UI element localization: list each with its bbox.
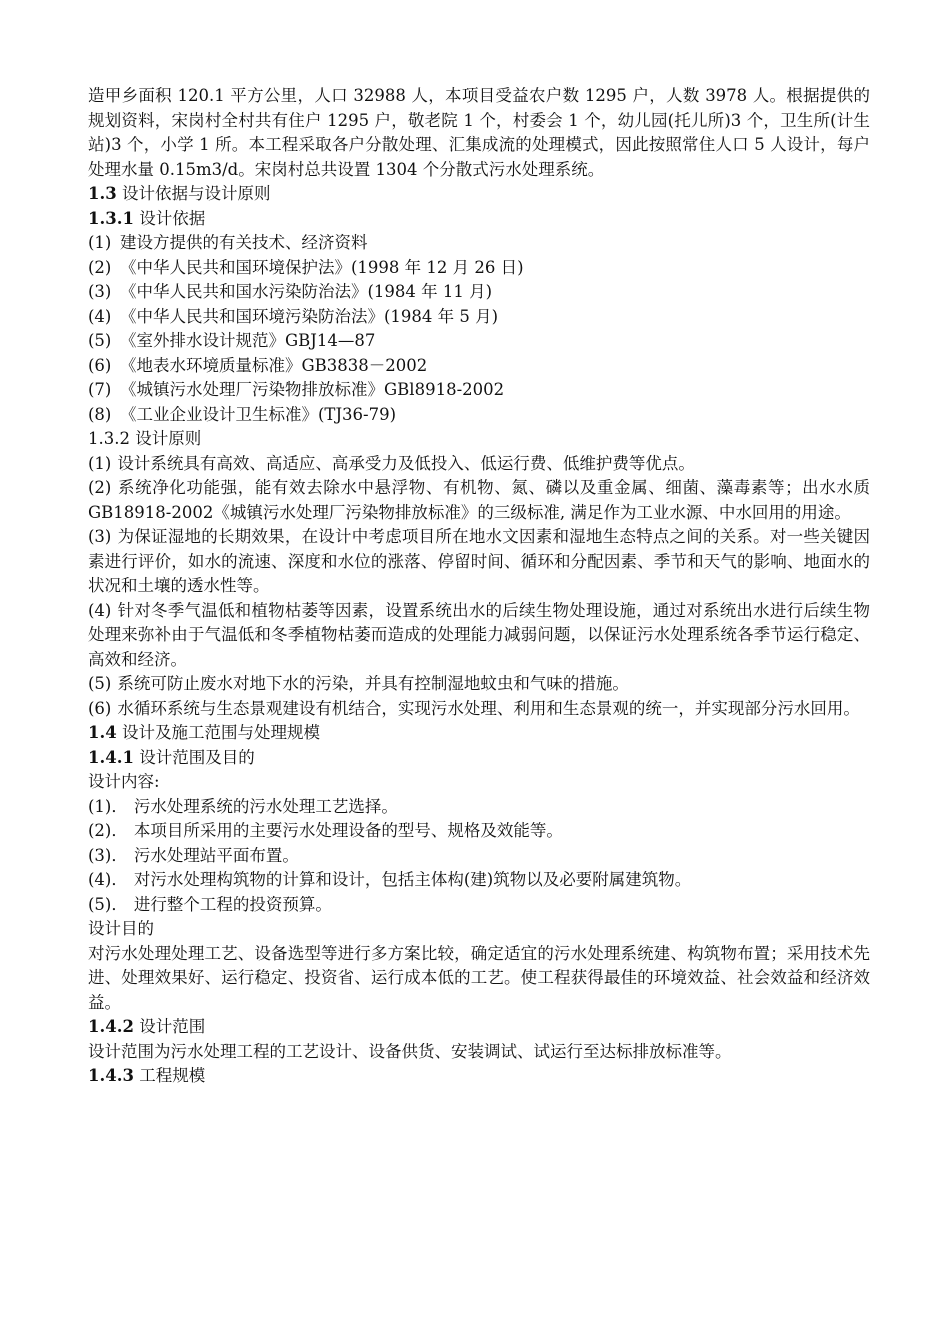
heading-number: 1.3 bbox=[88, 184, 117, 203]
item-text: 《中华人民共和国水污染防治法》(1984 年 11 月) bbox=[120, 282, 493, 301]
item-number: (1) bbox=[88, 233, 112, 252]
heading-title: 设计范围 bbox=[139, 1017, 206, 1036]
design-purpose-label: 设计目的 bbox=[88, 919, 154, 938]
item-text: 对污水处理构筑物的计算和设计，包括主体构(建)筑物以及必要附属建筑物。 bbox=[133, 870, 692, 889]
item-number: (5) bbox=[88, 331, 112, 350]
principle-item-4 bbox=[88, 599, 870, 673]
item-text: 《室外排水设计规范》GBJ14—87 bbox=[120, 331, 376, 350]
item-number: (2)． bbox=[88, 821, 128, 840]
item-text: 水循环系统与生态景观建设有机结合，实现污水处理、利用和生态景观的统一，并实现部分污水回用。 bbox=[117, 698, 860, 718]
basis-item-7 bbox=[88, 378, 870, 403]
principle-item-1 bbox=[88, 452, 870, 477]
basis-item-6 bbox=[88, 354, 870, 379]
principle-item-6 bbox=[88, 697, 870, 722]
heading-title: 设计及施工范围与处理规模 bbox=[121, 723, 320, 742]
item-number: (3)． bbox=[88, 845, 128, 865]
basis-item-1 bbox=[88, 231, 870, 256]
item-text: 进行整个工程的投资预算。 bbox=[133, 894, 332, 914]
heading-1-4-2 bbox=[88, 1015, 870, 1040]
item-text: 设计系统具有高效、高适应、高承受力及低投入、低运行费、低维护费等优点。 bbox=[117, 453, 695, 473]
content-item-4 bbox=[88, 868, 870, 893]
item-text: 本项目所采用的主要污水处理设备的型号、规格及效能等。 bbox=[133, 821, 563, 840]
heading-1-3-1 bbox=[88, 207, 870, 232]
item-text: 建设方提供的有关技术、经济资料 bbox=[120, 233, 368, 252]
heading-number: 1.4.1 bbox=[88, 747, 134, 767]
item-text: 《中华人民共和国环境保护法》(1998 年 12 月 26 日) bbox=[120, 257, 524, 277]
item-text: 为保证湿地的长期效果，在设计中考虑项目所在地水文因素和湿地生态特点之间的关系。对一些关键因素进行评价，如水的流速、深度和水位的涨落、停留时间、循环和分配因素、季节和天气的影响、地面水的状况和土壤的透水性等。 bbox=[88, 527, 870, 595]
item-text: 《城镇污水处理厂污染物排放标准》GBl8918-2002 bbox=[120, 380, 505, 399]
heading-title: 工程规模 bbox=[139, 1066, 206, 1085]
heading-title: 设计范围及目的 bbox=[139, 747, 255, 767]
content-item-5 bbox=[88, 893, 870, 918]
item-number: (3) bbox=[88, 527, 112, 546]
principle-item-5 bbox=[88, 672, 870, 697]
item-number: (5) bbox=[88, 674, 112, 693]
item-text: 针对冬季气温低和植物枯萎等因素，设置系统出水的后续生物处理设施，通过对系统出水进行后续生物处理来弥补由于气温低和冬季植物枯萎而造成的处理能力减弱问题，以保证污水处理系统各季节运行稳定、高效和经济。 bbox=[88, 600, 870, 669]
heading-number: 1.4 bbox=[88, 723, 117, 742]
content-item-2 bbox=[88, 819, 870, 844]
item-number: (8) bbox=[88, 404, 112, 424]
item-number: (1) bbox=[88, 453, 112, 473]
intro-paragraph: 造甲乡面积 120.1 平方公里，人口 32988 人，本项目受益农户数 1295 户，人数 3978 人。根据提供的规划资料，宋岗村全村共有住户 1295 户，敬老院 1 个，村委会 1 个，幼儿园(托儿所)3 个，卫生所(计生站)3 个，小学 1 所。本工程采取各户分散处理、汇集成流的处理模式，因此按照常住人口 5 人设计，每户处理水量 0.15m3/d。宋岗村总共设置 1304 个分散式污水处理系统。 bbox=[88, 86, 870, 179]
item-text: 系统净化功能强，能有效去除水中悬浮物、有机物、氮、磷以及重金属、细菌、藻毒素等；出水水质 GB18918-2002《城镇污水处理厂污染物排放标准》的三级标准, 满足作为工业水源、中水回用的用途。 bbox=[88, 478, 870, 522]
heading-1-3-2: 1.3.2 设计原则 bbox=[88, 429, 202, 448]
basis-item-5 bbox=[88, 329, 870, 354]
item-number: (2) bbox=[88, 257, 112, 277]
basis-item-3 bbox=[88, 280, 870, 305]
item-number: (1)． bbox=[88, 796, 128, 816]
design-scope-paragraph: 设计范围为污水处理工程的工艺设计、设备供货、安装调试、试运行至达标排放标准等。 bbox=[88, 1041, 732, 1061]
document-page bbox=[88, 84, 870, 1089]
heading-number: 1.4.2 bbox=[88, 1017, 134, 1036]
item-text: 污水处理站平面布置。 bbox=[133, 845, 299, 865]
heading-number: 1.4.3 bbox=[88, 1066, 134, 1085]
item-number: (4)． bbox=[88, 870, 128, 889]
heading-number: 1.3.1 bbox=[88, 208, 134, 228]
item-text: 污水处理系统的污水处理工艺选择。 bbox=[133, 796, 398, 816]
basis-item-4 bbox=[88, 305, 870, 330]
item-number: (4) bbox=[88, 600, 112, 620]
item-text: 《地表水环境质量标准》GB3838－2002 bbox=[120, 355, 428, 375]
design-content-label: 设计内容: bbox=[88, 772, 160, 791]
item-number: (2) bbox=[88, 478, 112, 497]
heading-1-3 bbox=[88, 182, 870, 207]
heading-title: 设计依据 bbox=[139, 208, 206, 228]
item-number: (7) bbox=[88, 380, 112, 399]
heading-1-4 bbox=[88, 721, 870, 746]
item-text: 《工业企业设计卫生标准》(TJ36-79) bbox=[120, 404, 397, 424]
heading-1-4-3 bbox=[88, 1064, 870, 1089]
item-text: 《中华人民共和国环境污染防治法》(1984 年 5 月) bbox=[120, 306, 499, 326]
principle-item-3 bbox=[88, 525, 870, 599]
item-number: (6) bbox=[88, 355, 112, 375]
item-number: (3) bbox=[88, 282, 112, 301]
item-number: (4) bbox=[88, 306, 112, 326]
heading-1-4-1 bbox=[88, 746, 870, 771]
basis-item-2 bbox=[88, 256, 870, 281]
item-text: 系统可防止废水对地下水的污染，并具有控制湿地蚊虫和气味的措施。 bbox=[117, 674, 629, 693]
heading-title: 设计依据与设计原则 bbox=[121, 184, 271, 203]
design-purpose-paragraph: 对污水处理处理工艺、设备选型等进行多方案比较，确定适宜的污水处理系统建、构筑物布置；采用技术先进、处理效果好、运行稳定、投资省、运行成本低的工艺。使工程获得最佳的环境效益、社会效益和经济效益。 bbox=[88, 943, 870, 1012]
content-item-1 bbox=[88, 795, 870, 820]
item-number: (5)． bbox=[88, 894, 128, 914]
content-item-3 bbox=[88, 844, 870, 869]
basis-item-8 bbox=[88, 403, 870, 428]
item-number: (6) bbox=[88, 698, 112, 718]
principle-item-2 bbox=[88, 476, 870, 525]
